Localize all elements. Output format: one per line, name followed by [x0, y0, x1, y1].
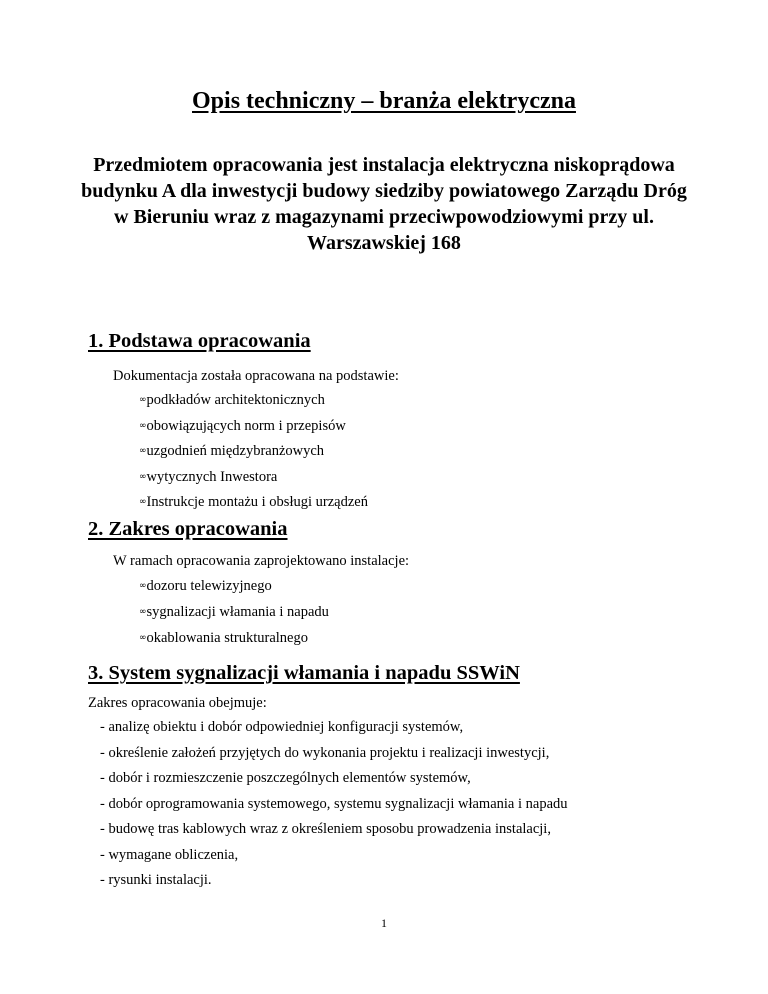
section-2-intro: W ramach opracowania zaprojektowano instalacje:	[113, 553, 410, 569]
bullet-icon: ∞	[139, 581, 147, 591]
bullet-icon: ∞	[139, 633, 147, 643]
section-2-item: ∞sygnalizacji włamania i napadu	[139, 604, 329, 620]
section-3-intro: Zakres opracowania obejmuje:	[88, 695, 267, 711]
section-3-heading: 3. System sygnalizacji włamania i napadu SSWiN	[88, 662, 520, 684]
section-1-item: ∞podkładów architektonicznych	[139, 392, 325, 408]
section-1-intro: Dokumentacja została opracowana na podstawie:	[113, 368, 399, 384]
section-3-item: - dobór i rozmieszczenie poszczególnych elementów systemów,	[100, 770, 471, 786]
bullet-icon: ∞	[139, 472, 147, 482]
section-2-item: ∞dozoru telewizyjnego	[139, 578, 272, 594]
section-3-item: - określenie założeń przyjętych do wykonania projektu i realizacji inwestycji,	[100, 745, 550, 761]
document-title: Opis techniczny – branża elektryczna	[192, 88, 576, 114]
bullet-icon: ∞	[139, 607, 147, 617]
section-3-item: - dobór oprogramowania systemowego, systemu sygnalizacji włamania i napadu	[100, 796, 568, 812]
section-3-item: - budowę tras kablowych wraz z określeniem sposobu prowadzenia instalacji,	[100, 821, 551, 837]
section-3-item: - wymagane obliczenia,	[100, 847, 239, 863]
bullet-icon: ∞	[139, 395, 147, 405]
bullet-icon: ∞	[139, 497, 147, 507]
section-3-item: - analizę obiektu i dobór odpowiedniej konfiguracji systemów,	[100, 719, 464, 735]
bullet-icon: ∞	[139, 446, 147, 456]
document-subtitle: Przedmiotem opracowania jest instalacja elektryczna niskoprądowa budynku A dla inwestycji budowy siedziby powiatowego Zarządu Dróg w Bieruniu wraz z magazynami przeciwpowodziowymi przy ul. Warszawskiej 168	[81, 154, 687, 254]
section-1-item: ∞Instrukcje montażu i obsługi urządzeń	[139, 494, 368, 510]
section-1-item: ∞obowiązujących norm i przepisów	[139, 418, 346, 434]
section-2-heading: 2. Zakres opracowania	[88, 518, 288, 540]
section-2-item: ∞okablowania strukturalnego	[139, 630, 308, 646]
page-number: 1	[381, 916, 387, 930]
section-3-item: - rysunki instalacji.	[100, 872, 212, 888]
section-1-item: ∞wytycznych Inwestora	[139, 469, 278, 485]
section-1-item: ∞uzgodnień międzybranżowych	[139, 443, 325, 459]
bullet-icon: ∞	[139, 421, 147, 431]
section-1-heading: 1. Podstawa opracowania	[88, 330, 311, 352]
